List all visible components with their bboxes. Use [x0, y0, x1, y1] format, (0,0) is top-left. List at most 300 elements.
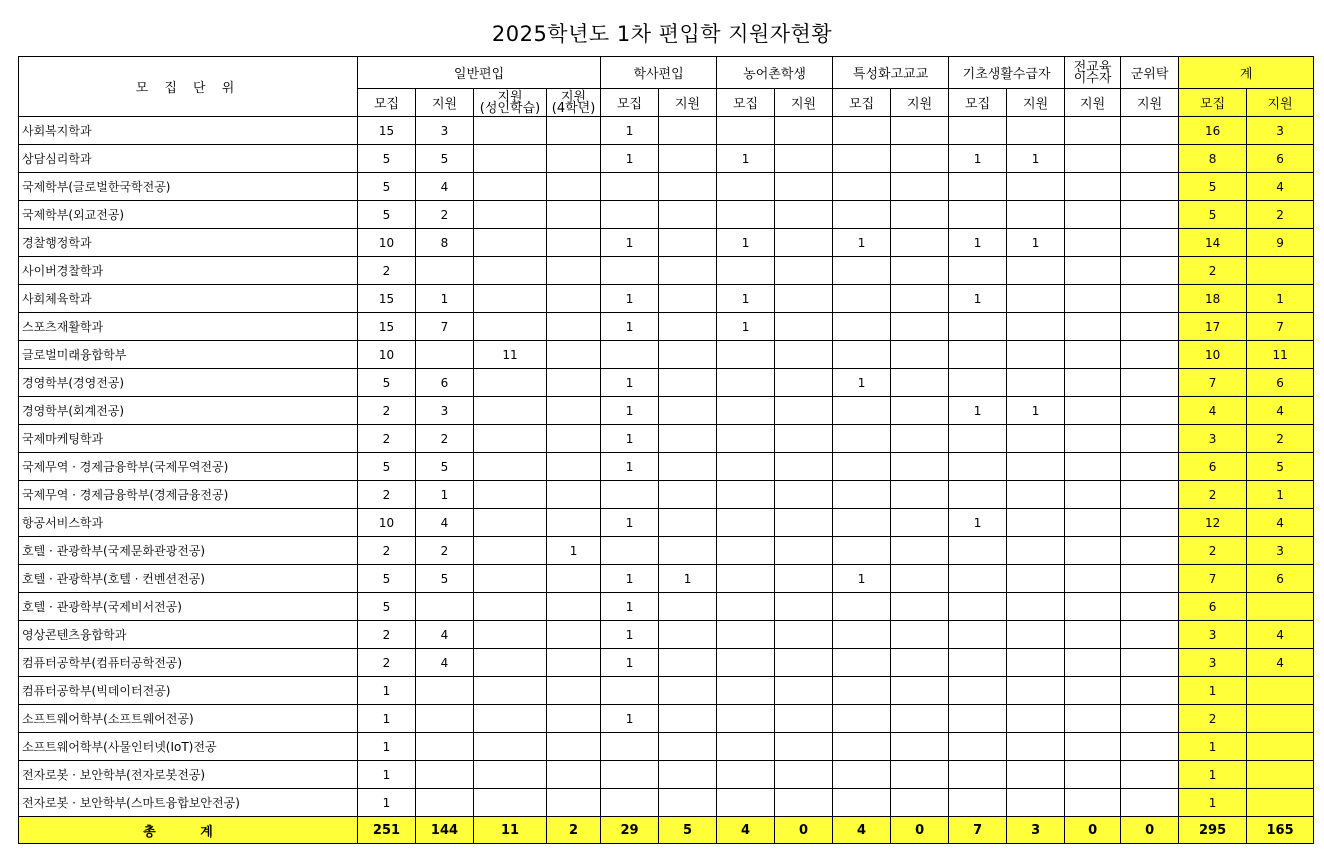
value-cell — [891, 313, 949, 341]
grand-total-cell: 5 — [659, 817, 717, 844]
value-cell — [891, 341, 949, 369]
value-cell — [717, 677, 775, 705]
value-cell — [949, 201, 1007, 229]
value-cell: 5 — [358, 145, 416, 173]
value-cell — [949, 369, 1007, 397]
value-cell: 5 — [416, 565, 474, 593]
value-cell — [547, 593, 601, 621]
value-cell — [416, 733, 474, 761]
value-cell: 1 — [949, 397, 1007, 425]
value-cell: 2 — [358, 621, 416, 649]
value-cell: 10 — [358, 229, 416, 257]
value-cell — [416, 341, 474, 369]
unit-name-cell: 스포츠재활학과 — [19, 313, 358, 341]
value-cell: 1 — [949, 285, 1007, 313]
value-cell — [833, 453, 891, 481]
value-cell: 1 — [601, 285, 659, 313]
value-cell — [416, 677, 474, 705]
table-row — [19, 369, 1314, 397]
value-cell — [775, 677, 833, 705]
value-cell — [717, 173, 775, 201]
value-cell — [1007, 173, 1065, 201]
value-cell — [891, 145, 949, 173]
total-cell: 18 — [1179, 285, 1247, 313]
value-cell — [1065, 509, 1121, 537]
value-cell — [1065, 285, 1121, 313]
value-cell: 5 — [358, 593, 416, 621]
value-cell — [891, 537, 949, 565]
total-cell: 1 — [1247, 285, 1314, 313]
value-cell — [775, 593, 833, 621]
total-cell: 1 — [1247, 481, 1314, 509]
value-cell — [1121, 453, 1179, 481]
value-cell — [474, 761, 547, 789]
total-cell: 2 — [1179, 481, 1247, 509]
value-cell — [775, 565, 833, 593]
value-cell — [949, 425, 1007, 453]
value-cell — [891, 705, 949, 733]
value-cell: 2 — [358, 425, 416, 453]
value-cell — [775, 733, 833, 761]
value-cell: 2 — [416, 201, 474, 229]
unit-name-cell: 소프트웨어학부(사물인터넷(IoT)전공 — [19, 733, 358, 761]
value-cell — [474, 453, 547, 481]
value-cell: 8 — [416, 229, 474, 257]
value-cell — [1121, 509, 1179, 537]
value-cell — [833, 621, 891, 649]
value-cell — [833, 285, 891, 313]
total-cell: 6 — [1247, 565, 1314, 593]
value-cell — [1121, 397, 1179, 425]
grand-total-cell: 0 — [891, 817, 949, 844]
value-cell — [1065, 621, 1121, 649]
value-cell — [949, 565, 1007, 593]
value-cell — [1065, 453, 1121, 481]
grand-total-cell: 0 — [775, 817, 833, 844]
sub-header-cell: 모집 — [833, 89, 891, 117]
value-cell — [474, 397, 547, 425]
value-cell — [775, 285, 833, 313]
value-cell: 15 — [358, 313, 416, 341]
page-title: 2025학년도 1차 편입학 지원자현황 — [491, 22, 833, 46]
value-cell — [659, 201, 717, 229]
group-header-general: 일반편입 — [358, 57, 601, 89]
value-cell — [949, 341, 1007, 369]
value-cell — [1065, 537, 1121, 565]
table-row — [19, 565, 1314, 593]
total-cell: 7 — [1179, 565, 1247, 593]
value-cell — [601, 481, 659, 509]
total-cell: 10 — [1179, 341, 1247, 369]
total-cell — [1247, 257, 1314, 285]
unit-name-cell: 항공서비스학과 — [19, 509, 358, 537]
value-cell: 1 — [1007, 145, 1065, 173]
sub-header-cell: 지원 — [775, 89, 833, 117]
value-cell — [416, 761, 474, 789]
value-cell — [891, 201, 949, 229]
total-cell: 4 — [1247, 509, 1314, 537]
value-cell — [949, 593, 1007, 621]
value-cell — [1121, 481, 1179, 509]
value-cell — [717, 257, 775, 285]
value-cell — [717, 789, 775, 817]
table-row — [19, 425, 1314, 453]
value-cell — [474, 537, 547, 565]
value-cell — [775, 789, 833, 817]
value-cell — [547, 761, 601, 789]
table-row — [19, 677, 1314, 705]
value-cell — [833, 397, 891, 425]
value-cell — [891, 453, 949, 481]
value-cell: 7 — [416, 313, 474, 341]
value-cell: 1 — [601, 565, 659, 593]
total-cell: 12 — [1179, 509, 1247, 537]
value-cell — [1121, 341, 1179, 369]
value-cell — [474, 621, 547, 649]
value-cell: 1 — [358, 761, 416, 789]
value-cell: 1 — [601, 705, 659, 733]
unit-name-cell: 국제무역 · 경제금융학부(국제무역전공) — [19, 453, 358, 481]
grand-total-cell: 0 — [1121, 817, 1179, 844]
value-cell — [775, 537, 833, 565]
value-cell — [547, 649, 601, 677]
value-cell: 4 — [416, 173, 474, 201]
total-cell: 4 — [1247, 397, 1314, 425]
value-cell — [833, 145, 891, 173]
value-cell — [547, 733, 601, 761]
value-cell — [891, 593, 949, 621]
value-cell — [659, 173, 717, 201]
value-cell: 10 — [358, 509, 416, 537]
value-cell — [474, 173, 547, 201]
sub-header-cell: 지원 — [1247, 89, 1314, 117]
value-cell — [717, 341, 775, 369]
total-cell: 6 — [1179, 593, 1247, 621]
total-cell: 2 — [1179, 537, 1247, 565]
value-cell: 1 — [601, 649, 659, 677]
value-cell — [601, 341, 659, 369]
group-header-total: 계 — [1179, 57, 1314, 89]
value-cell — [1065, 313, 1121, 341]
unit-name-cell: 소프트웨어학부(소프트웨어전공) — [19, 705, 358, 733]
unit-name-cell: 사이버경찰학과 — [19, 257, 358, 285]
value-cell — [775, 145, 833, 173]
table-row — [19, 789, 1314, 817]
table-row — [19, 509, 1314, 537]
total-cell: 6 — [1247, 369, 1314, 397]
sub-header-cell: 모집 — [358, 89, 416, 117]
value-cell — [775, 425, 833, 453]
value-cell — [949, 649, 1007, 677]
value-cell — [891, 397, 949, 425]
value-cell — [717, 733, 775, 761]
value-cell — [1007, 117, 1065, 145]
unit-name-cell: 전자로봇 · 보안학부(전자로봇전공) — [19, 761, 358, 789]
value-cell — [1065, 481, 1121, 509]
value-cell — [659, 313, 717, 341]
value-cell — [547, 453, 601, 481]
value-cell — [659, 593, 717, 621]
value-cell: 1 — [601, 117, 659, 145]
value-cell — [547, 257, 601, 285]
total-cell: 6 — [1247, 145, 1314, 173]
unit-name-cell: 경영학부(회계전공) — [19, 397, 358, 425]
value-cell — [547, 341, 601, 369]
value-cell — [833, 481, 891, 509]
value-cell — [1121, 621, 1179, 649]
value-cell — [949, 257, 1007, 285]
value-cell — [1007, 593, 1065, 621]
value-cell: 1 — [949, 229, 1007, 257]
total-cell: 11 — [1247, 341, 1314, 369]
value-cell — [601, 257, 659, 285]
value-cell: 1 — [1007, 229, 1065, 257]
value-cell — [775, 257, 833, 285]
value-cell: 1 — [601, 509, 659, 537]
value-cell — [547, 481, 601, 509]
value-cell — [833, 313, 891, 341]
value-cell — [1121, 425, 1179, 453]
value-cell — [1121, 145, 1179, 173]
total-cell: 16 — [1179, 117, 1247, 145]
value-cell: 5 — [358, 369, 416, 397]
value-cell — [775, 341, 833, 369]
value-cell: 3 — [416, 117, 474, 145]
value-cell — [1065, 341, 1121, 369]
group-header-bachelor: 학사편입 — [601, 57, 717, 89]
value-cell — [474, 425, 547, 453]
value-cell: 1 — [601, 369, 659, 397]
total-cell: 17 — [1179, 313, 1247, 341]
grand-total-cell: 2 — [547, 817, 601, 844]
value-cell — [949, 761, 1007, 789]
value-cell: 1 — [601, 313, 659, 341]
value-cell — [601, 733, 659, 761]
value-cell: 1 — [416, 481, 474, 509]
value-cell: 1 — [833, 565, 891, 593]
value-cell — [891, 509, 949, 537]
table-row — [19, 341, 1314, 369]
total-cell: 6 — [1179, 453, 1247, 481]
value-cell — [416, 705, 474, 733]
grand-total-cell: 0 — [1065, 817, 1121, 844]
value-cell — [659, 789, 717, 817]
unit-name-cell: 호텔 · 관광학부(국제문화관광전공) — [19, 537, 358, 565]
value-cell: 1 — [833, 229, 891, 257]
total-cell — [1247, 761, 1314, 789]
value-cell — [1065, 677, 1121, 705]
value-cell — [775, 201, 833, 229]
value-cell — [474, 481, 547, 509]
value-cell — [833, 173, 891, 201]
grand-total-cell: 4 — [833, 817, 891, 844]
value-cell — [833, 201, 891, 229]
value-cell — [1007, 705, 1065, 733]
value-cell — [717, 481, 775, 509]
value-cell — [1007, 201, 1065, 229]
value-cell: 1 — [717, 285, 775, 313]
unit-name-cell: 국제무역 · 경제금융학부(경제금융전공) — [19, 481, 358, 509]
value-cell — [474, 229, 547, 257]
value-cell — [1007, 761, 1065, 789]
value-cell: 2 — [358, 649, 416, 677]
value-cell — [659, 537, 717, 565]
grand-total-cell: 295 — [1179, 817, 1247, 844]
group-header-rural: 농어촌학생 — [717, 57, 833, 89]
value-cell — [775, 649, 833, 677]
value-cell — [659, 285, 717, 313]
value-cell — [833, 509, 891, 537]
table-row — [19, 761, 1314, 789]
value-cell: 5 — [358, 565, 416, 593]
value-cell: 1 — [659, 565, 717, 593]
sub-header-cell: 지원 — [1121, 89, 1179, 117]
unit-name-cell: 영상콘텐츠융합학과 — [19, 621, 358, 649]
value-cell — [1065, 397, 1121, 425]
value-cell — [1007, 649, 1065, 677]
value-cell — [1007, 789, 1065, 817]
value-cell — [949, 705, 1007, 733]
value-cell — [1065, 733, 1121, 761]
value-cell: 2 — [358, 481, 416, 509]
value-cell — [775, 481, 833, 509]
sub-header-cell: 지원 (성인학습) — [474, 89, 547, 117]
total-cell: 4 — [1179, 397, 1247, 425]
value-cell — [1065, 425, 1121, 453]
grand-total-cell: 29 — [601, 817, 659, 844]
applicant-status-table — [18, 56, 1314, 844]
value-cell — [601, 173, 659, 201]
value-cell — [775, 621, 833, 649]
value-cell — [1065, 369, 1121, 397]
value-cell — [1007, 509, 1065, 537]
value-cell — [891, 789, 949, 817]
total-cell: 2 — [1179, 257, 1247, 285]
unit-name-cell: 경영학부(경영전공) — [19, 369, 358, 397]
grand-total-cell: 144 — [416, 817, 474, 844]
value-cell — [474, 117, 547, 145]
value-cell — [1065, 565, 1121, 593]
total-cell: 5 — [1247, 453, 1314, 481]
value-cell — [547, 369, 601, 397]
value-cell: 5 — [358, 453, 416, 481]
value-cell — [1065, 229, 1121, 257]
value-cell — [1121, 733, 1179, 761]
unit-name-cell: 국제마케팅학과 — [19, 425, 358, 453]
value-cell — [775, 117, 833, 145]
value-cell: 5 — [358, 173, 416, 201]
value-cell — [1007, 677, 1065, 705]
unit-name-cell: 컴퓨터공학부(컴퓨터공학전공) — [19, 649, 358, 677]
value-cell: 1 — [547, 537, 601, 565]
value-cell — [775, 761, 833, 789]
table-row — [19, 621, 1314, 649]
value-cell — [474, 313, 547, 341]
value-cell: 1 — [358, 789, 416, 817]
unit-name-cell: 국제학부(글로벌한국학전공) — [19, 173, 358, 201]
value-cell — [547, 173, 601, 201]
value-cell — [659, 117, 717, 145]
value-cell — [891, 733, 949, 761]
value-cell — [474, 733, 547, 761]
sub-header-cell: 모집 — [601, 89, 659, 117]
value-cell — [1121, 229, 1179, 257]
value-cell — [1121, 313, 1179, 341]
value-cell — [474, 285, 547, 313]
grand-total-cell: 7 — [949, 817, 1007, 844]
value-cell — [659, 257, 717, 285]
table-row — [19, 705, 1314, 733]
value-cell — [891, 173, 949, 201]
value-cell — [547, 705, 601, 733]
value-cell: 1 — [949, 509, 1007, 537]
unit-name-cell: 글로벌미래융합학부 — [19, 341, 358, 369]
sub-header-cell: 지원 — [891, 89, 949, 117]
value-cell: 1 — [601, 453, 659, 481]
value-cell — [949, 173, 1007, 201]
total-cell: 1 — [1179, 733, 1247, 761]
total-cell: 3 — [1179, 649, 1247, 677]
value-cell — [775, 397, 833, 425]
value-cell — [474, 789, 547, 817]
total-cell — [1247, 789, 1314, 817]
value-cell — [833, 789, 891, 817]
value-cell — [717, 621, 775, 649]
value-cell — [474, 677, 547, 705]
table-row — [19, 397, 1314, 425]
value-cell — [547, 117, 601, 145]
value-cell: 11 — [474, 341, 547, 369]
value-cell — [659, 733, 717, 761]
value-cell — [1007, 537, 1065, 565]
value-cell — [1065, 117, 1121, 145]
total-cell — [1247, 733, 1314, 761]
value-cell: 1 — [358, 705, 416, 733]
unit-name-cell: 호텔 · 관광학부(국제비서전공) — [19, 593, 358, 621]
value-cell — [1007, 285, 1065, 313]
value-cell — [1121, 649, 1179, 677]
value-cell: 10 — [358, 341, 416, 369]
table-row — [19, 201, 1314, 229]
value-cell — [659, 761, 717, 789]
value-cell — [1121, 173, 1179, 201]
value-cell — [891, 677, 949, 705]
value-cell — [547, 313, 601, 341]
value-cell — [717, 565, 775, 593]
value-cell — [833, 537, 891, 565]
sub-header-cell: 지원 — [1007, 89, 1065, 117]
value-cell: 2 — [358, 257, 416, 285]
value-cell: 1 — [601, 425, 659, 453]
value-cell — [717, 761, 775, 789]
value-cell — [474, 369, 547, 397]
grand-total-cell: 3 — [1007, 817, 1065, 844]
value-cell — [547, 229, 601, 257]
table-row — [19, 173, 1314, 201]
grand-total-cell: 165 — [1247, 817, 1314, 844]
unit-name-cell: 경찰행정학과 — [19, 229, 358, 257]
grand-total-row — [19, 817, 1314, 844]
sub-header-cell: 지원 — [1065, 89, 1121, 117]
value-cell — [833, 257, 891, 285]
value-cell — [949, 621, 1007, 649]
value-cell — [547, 509, 601, 537]
value-cell: 1 — [833, 369, 891, 397]
group-header-course-completer — [1065, 57, 1121, 89]
value-cell — [833, 705, 891, 733]
table-row — [19, 593, 1314, 621]
value-cell: 5 — [358, 201, 416, 229]
